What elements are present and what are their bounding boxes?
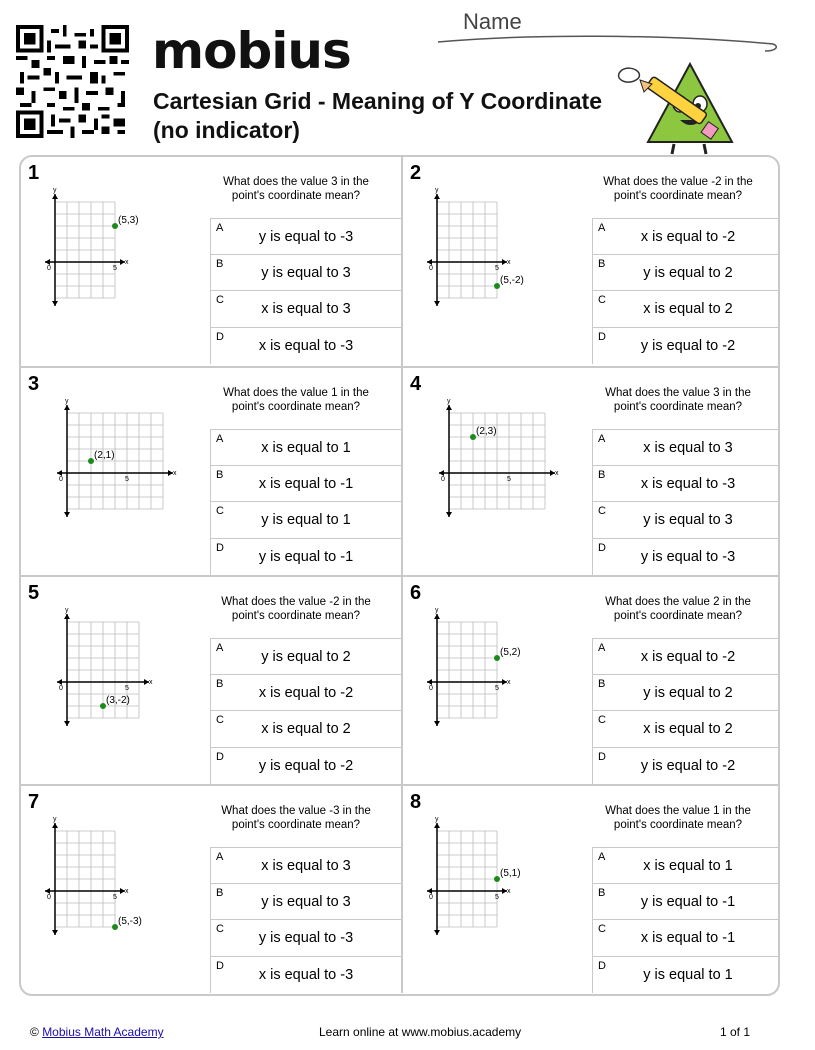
option-text: y is equal to 2 — [261, 649, 351, 665]
answer-option-d[interactable] — [210, 748, 401, 785]
question-number: 5 — [28, 582, 40, 604]
question-number: 6 — [410, 582, 422, 604]
option-letter: B — [216, 257, 224, 270]
option-letter: B — [216, 677, 224, 690]
answer-option-a[interactable] — [210, 638, 401, 675]
answer-option-c[interactable] — [592, 502, 780, 539]
qr-code — [16, 25, 129, 138]
answer-option-b[interactable] — [592, 466, 780, 503]
option-letter: D — [216, 959, 224, 972]
coordinate-grid — [423, 398, 559, 528]
option-text: y is equal to 3 — [261, 893, 351, 910]
question-prompt: What does the value 3 in the point's coordinate mean? — [223, 176, 369, 202]
answer-option-d[interactable] — [592, 539, 780, 576]
option-letter: D — [216, 541, 224, 554]
answer-option-c[interactable] — [210, 920, 401, 957]
origin-label: 0 — [441, 476, 445, 483]
question-prompt: What does the value -2 in the point's coordinate mean? — [221, 596, 371, 622]
question-prompt: What does the value 3 in the point's coordinate mean? — [605, 387, 751, 413]
question-8 — [401, 784, 780, 993]
option-letter: A — [216, 433, 224, 445]
coordinate-grid — [423, 607, 553, 737]
question-1 — [21, 157, 401, 366]
origin-label: 0 — [59, 685, 63, 692]
answer-option-d[interactable] — [592, 328, 780, 365]
axis-arrow — [52, 823, 58, 828]
axis-arrow — [446, 512, 452, 517]
x-axis-label: x — [173, 470, 177, 477]
x-axis-label: x — [555, 470, 559, 477]
option-text: x is equal to -1 — [640, 930, 736, 946]
axis-arrow — [446, 405, 452, 410]
option-text: y is equal to 1 — [261, 512, 351, 528]
axis-arrow — [64, 512, 70, 517]
x-axis-label: x — [149, 679, 153, 686]
option-text: y is equal to 3 — [643, 512, 733, 528]
option-letter: A — [598, 433, 606, 445]
footer-learn-online: Learn online at www.mobius.academy — [319, 1025, 522, 1039]
point-label: (2,3) — [476, 426, 497, 437]
title-line-2: (no indicator) — [153, 117, 300, 143]
question-number: 8 — [410, 791, 422, 813]
axis-arrow — [52, 301, 58, 306]
option-text: y is equal to 2 — [643, 264, 733, 281]
option-text: x is equal to -1 — [258, 475, 354, 492]
answer-option-c[interactable] — [210, 711, 401, 748]
answer-option-b[interactable] — [592, 675, 780, 712]
answer-options — [210, 218, 401, 364]
option-text: x is equal to -2 — [640, 229, 736, 245]
option-text: y is equal to 1 — [643, 966, 733, 983]
coordinate-grid — [423, 187, 553, 317]
x-tick-label: 5 — [113, 894, 117, 901]
option-letter: C — [598, 923, 606, 935]
answer-option-d[interactable] — [592, 748, 780, 785]
option-letter: D — [216, 330, 224, 343]
option-letter: A — [598, 642, 606, 654]
point-label: (5,-3) — [118, 916, 142, 927]
answer-option-b[interactable] — [210, 466, 401, 503]
option-text: y is equal to -2 — [640, 337, 736, 354]
answer-option-c[interactable] — [592, 291, 780, 328]
option-letter: A — [598, 222, 606, 234]
answer-option-d[interactable] — [210, 328, 401, 365]
answer-options — [592, 638, 780, 784]
option-letter: C — [598, 714, 606, 726]
answer-option-c[interactable] — [210, 291, 401, 328]
question-prompt: What does the value 1 in the point's coordinate mean? — [223, 387, 369, 413]
option-text: y is equal to -1 — [640, 893, 736, 910]
option-letter: C — [216, 505, 224, 517]
option-letter: B — [598, 886, 606, 899]
option-letter: D — [598, 959, 606, 972]
question-prompt: What does the value 1 in the point's coordinate mean? — [605, 805, 751, 831]
axis-arrow — [64, 405, 70, 410]
option-letter: C — [216, 923, 224, 935]
answer-options — [592, 847, 780, 993]
answer-option-a[interactable] — [592, 847, 780, 884]
x-tick-label: 5 — [113, 265, 117, 272]
coordinate-grid — [41, 187, 171, 317]
title-line-1: Cartesian Grid - Meaning of Y Coordinate — [153, 88, 602, 114]
answer-option-c[interactable] — [592, 711, 780, 748]
option-text: y is equal to -2 — [640, 757, 736, 774]
option-text: y is equal to -3 — [258, 229, 354, 245]
question-5 — [21, 575, 401, 784]
option-text: x is equal to -3 — [258, 966, 354, 983]
option-letter: A — [598, 851, 606, 863]
answer-options — [210, 847, 401, 993]
origin-label: 0 — [429, 265, 433, 272]
question-number: 4 — [410, 373, 422, 395]
option-letter: B — [598, 677, 606, 690]
answer-option-a[interactable] — [210, 847, 401, 884]
x-tick-label: 5 — [495, 894, 499, 901]
option-letter: A — [216, 222, 224, 234]
x-axis-label: x — [507, 259, 511, 266]
coordinate-grid — [41, 816, 171, 946]
answer-option-a[interactable] — [210, 429, 401, 466]
option-letter: A — [216, 851, 224, 863]
answer-option-c[interactable] — [210, 502, 401, 539]
question-prompt: What does the value -2 in the point's coordinate mean? — [603, 176, 753, 202]
option-letter: C — [216, 294, 224, 306]
answer-options — [592, 218, 780, 364]
copyright-symbol: © — [30, 1025, 39, 1039]
question-6 — [401, 575, 780, 784]
answer-option-b[interactable] — [592, 884, 780, 921]
point-label: (5,3) — [118, 215, 139, 226]
x-tick-label: 5 — [125, 476, 129, 483]
option-text: x is equal to 3 — [261, 858, 351, 874]
y-axis-label: y — [53, 187, 57, 194]
x-axis-label: x — [125, 888, 129, 895]
option-text: x is equal to -3 — [640, 475, 736, 492]
answer-option-b[interactable] — [592, 255, 780, 292]
answer-option-c[interactable] — [592, 920, 780, 957]
option-text: x is equal to 3 — [643, 440, 733, 456]
option-text: x is equal to 2 — [643, 721, 733, 737]
question-number: 3 — [28, 373, 40, 395]
y-axis-label: y — [65, 398, 69, 405]
option-text: x is equal to -2 — [640, 649, 736, 665]
axis-arrow — [434, 823, 440, 828]
origin-label: 0 — [429, 894, 433, 901]
option-text: y is equal to -3 — [640, 548, 736, 565]
option-letter: C — [216, 714, 224, 726]
origin-label: 0 — [429, 685, 433, 692]
question-prompt: What does the value -3 in the point's coordinate mean? — [221, 805, 371, 831]
option-text: x is equal to 2 — [261, 721, 351, 737]
option-text: y is equal to -3 — [258, 930, 354, 946]
question-7 — [21, 784, 401, 993]
point-label: (5,-2) — [500, 275, 524, 286]
option-letter: A — [216, 642, 224, 654]
question-number: 1 — [28, 162, 40, 184]
axis-arrow — [64, 721, 70, 726]
question-prompt: What does the value 2 in the point's coordinate mean? — [605, 596, 751, 622]
option-text: x is equal to 1 — [643, 858, 733, 874]
axis-arrow — [434, 721, 440, 726]
x-tick-label: 5 — [125, 685, 129, 692]
option-letter: D — [598, 541, 606, 554]
question-3 — [21, 366, 401, 575]
option-letter: D — [216, 750, 224, 763]
y-axis-label: y — [65, 607, 69, 614]
axis-arrow — [52, 930, 58, 935]
question-4 — [401, 366, 780, 575]
option-letter: D — [598, 330, 606, 343]
answer-option-a[interactable] — [592, 429, 780, 466]
option-letter: B — [216, 886, 224, 899]
worksheet-title — [153, 87, 602, 145]
question-number: 2 — [410, 162, 422, 184]
option-text: y is equal to 3 — [261, 264, 351, 281]
axis-arrow — [52, 194, 58, 199]
answer-options — [210, 638, 401, 784]
option-text: x is equal to -2 — [258, 684, 354, 701]
mobius-logo: mobius — [152, 22, 351, 80]
origin-label: 0 — [47, 265, 51, 272]
option-text: x is equal to 1 — [261, 440, 351, 456]
option-letter: B — [598, 257, 606, 270]
x-tick-label: 5 — [495, 685, 499, 692]
point-label: (3,-2) — [106, 695, 130, 706]
answer-option-a[interactable] — [592, 638, 780, 675]
axis-arrow — [434, 614, 440, 619]
question-number: 7 — [28, 791, 40, 813]
option-text: x is equal to 3 — [261, 301, 351, 317]
footer-page-number: 1 of 1 — [720, 1025, 751, 1039]
option-text: x is equal to 2 — [643, 301, 733, 317]
y-axis-label: y — [435, 816, 439, 823]
option-text: y is equal to -2 — [258, 757, 354, 774]
y-axis-label: y — [435, 187, 439, 194]
question-2 — [401, 157, 780, 366]
x-tick-label: 5 — [507, 476, 511, 483]
y-axis-label: y — [435, 607, 439, 614]
y-axis-label: y — [447, 398, 451, 405]
answer-option-d[interactable] — [210, 539, 401, 576]
answer-option-b[interactable] — [210, 255, 401, 292]
pencil-mascot-icon — [612, 50, 742, 158]
name-label: Name — [463, 9, 522, 34]
option-letter: B — [216, 468, 224, 481]
point-label: (2,1) — [94, 450, 115, 461]
axis-arrow — [434, 930, 440, 935]
option-letter: B — [598, 468, 606, 481]
y-axis-label: y — [53, 816, 57, 823]
answer-options — [592, 429, 780, 575]
answer-options — [210, 429, 401, 575]
axis-arrow — [434, 301, 440, 306]
option-letter: C — [598, 505, 606, 517]
option-text: x is equal to -3 — [258, 337, 354, 354]
coordinate-grid — [41, 607, 171, 737]
option-letter: C — [598, 294, 606, 306]
answer-option-a[interactable] — [592, 218, 780, 255]
point-label: (5,2) — [500, 647, 521, 658]
coordinate-grid — [41, 398, 177, 528]
answer-option-b[interactable] — [210, 884, 401, 921]
answer-option-d[interactable] — [210, 957, 401, 994]
mobius-academy-link[interactable]: Mobius Math Academy — [42, 1025, 164, 1039]
option-letter: D — [598, 750, 606, 763]
answer-option-a[interactable] — [210, 218, 401, 255]
answer-option-b[interactable] — [210, 675, 401, 712]
origin-label: 0 — [47, 894, 51, 901]
worksheet-grid — [19, 155, 780, 996]
x-tick-label: 5 — [495, 265, 499, 272]
answer-option-d[interactable] — [592, 957, 780, 994]
x-axis-label: x — [507, 888, 511, 895]
origin-label: 0 — [59, 476, 63, 483]
axis-arrow — [64, 614, 70, 619]
footer-copyright — [30, 1025, 164, 1039]
point-label: (5,1) — [500, 868, 521, 879]
option-text: y is equal to -1 — [258, 548, 354, 565]
coordinate-grid — [423, 816, 553, 946]
axis-arrow — [434, 194, 440, 199]
x-axis-label: x — [507, 679, 511, 686]
x-axis-label: x — [125, 259, 129, 266]
option-text: y is equal to 2 — [643, 684, 733, 701]
